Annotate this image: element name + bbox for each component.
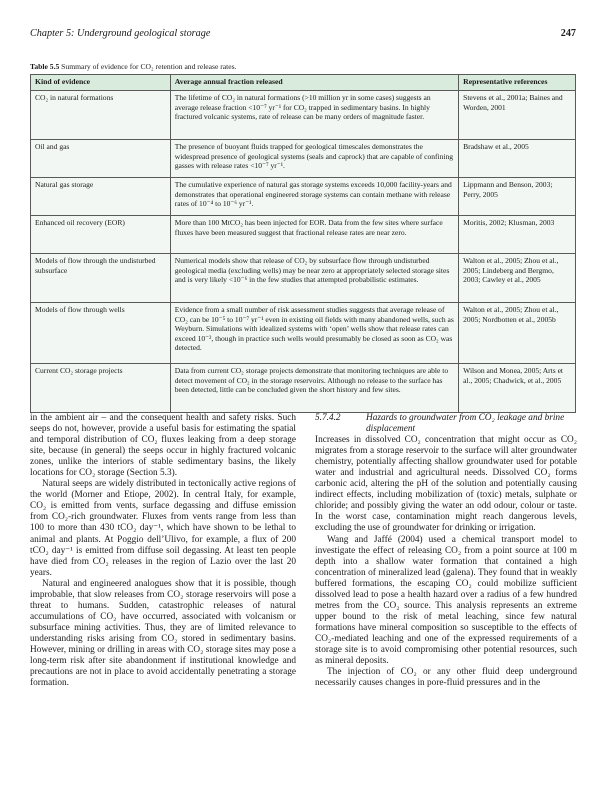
chapter-title: Chapter 5: Underground geological storage xyxy=(30,28,211,39)
table-row xyxy=(31,178,576,216)
fraction-cell: More than 100 MtCO₂ has been injected for EOR. Data from the few sites where surface fluxes have been measured suggest that fractional release rates are near zero. xyxy=(170,216,458,254)
kind-cell: CO₂ in natural formations xyxy=(31,91,171,140)
kind-cell: Natural gas storage xyxy=(31,178,171,216)
fraction-cell: Numerical models show that release of CO₂ by subsurface flow through undisturbed geological media (excluding wells) may be near zero at appropriately selected storage sites and is very likely <10⁻⁶ in the few studies that attempted probabilistic estimates. xyxy=(170,254,458,303)
fraction-cell: Data from current CO₂ storage projects demonstrate that monitoring techniques are able to detect movement of CO₂ in the storage reservoirs. Although no release to the surface has been detected, little can be concluded given the short history and few sites. xyxy=(170,364,458,413)
table-caption xyxy=(30,62,237,71)
section-heading xyxy=(315,413,577,435)
references-cell: Moritis, 2002; Klusman, 2003 xyxy=(459,216,576,254)
evidence-table xyxy=(30,74,576,413)
paragraph: Natural and engineered analogues show that it is possible, though improbable, that slow releases from CO₂ storage reservoirs will pose a threat to humans. Sudden, catastrophic releases of natural accumulations of CO₂ have occurred, associated with volcanism or subsurface mining activities. Thus, they are of limited relevance to understanding risks arising from CO₂ stored in sedimentary basins. However, mining or drilling in areas with CO₂ storage sites may pose a long-term risk after site abandonment if institutional knowledge and precautions are not in place to avoid accidentally penetrating a storage formation. xyxy=(30,578,296,689)
paragraph: Wang and Jaffé (2004) used a chemical transport model to investigate the effect of releasing CO₂ from a point source at 100 m depth into a shallow water formation that contained a high concentration of mineralized lead (galena). They found that in weakly buffered formations, the escaping CO₂ could mobilize sufficient dissolved lead to pose a health hazard over a radius of a few hundred metres from the CO₂ source. This analysis represents an extreme upper bound to the risk of metal leaching, since few natural formations have mineral composition so susceptible to the effects of CO₂-mediated leaching and one of the expressed requirements of a storage site is to avoid compromising other potential resources, such as mineral deposits. xyxy=(315,534,577,667)
references-cell: Bradshaw et al., 2005 xyxy=(459,140,576,178)
kind-cell: Models of flow through wells xyxy=(31,303,171,364)
column-header: Representative references xyxy=(459,75,576,91)
table-row xyxy=(31,91,576,140)
references-cell: Stevens et al., 2001a; Baines and Worden, 2001 xyxy=(459,91,576,140)
references-cell: Walton et al., 2005; Zhou et al., 2005; Nordbotten et al., 2005b xyxy=(459,303,576,364)
kind-cell: Current CO₂ storage projects xyxy=(31,364,171,413)
table-row xyxy=(31,254,576,303)
kind-cell: Oil and gas xyxy=(31,140,171,178)
running-head xyxy=(30,28,576,42)
table-row xyxy=(31,303,576,364)
section-title: Hazards to groundwater from CO₂ leakage and brine displacement xyxy=(366,413,565,435)
paragraph: The injection of CO₂ or any other fluid deep underground necessarily causes changes in pore-fluid pressures and in the xyxy=(315,667,577,689)
fraction-cell: The lifetime of CO₂ in natural formations (>10 million yr in some cases) suggests an average release fraction <10⁻⁷ yr⁻¹ for CO₂ trapped in sedimentary basins. In highly fractured volcanic systems, rate of release can be many orders of magnitude faster. xyxy=(170,91,458,140)
table-row xyxy=(31,216,576,254)
column-header: Average annual fraction released xyxy=(170,75,458,91)
table-row xyxy=(31,140,576,178)
paragraph: Increases in dissolved CO₂ concentration that might occur as CO₂ migrates from a storage reservoir to the surface will alter groundwater chemistry, potentially affecting shallow groundwater used for potable water and industrial and agricultural needs. Dissolved CO₂ forms carbonic acid, altering the pH of the solution and potentially causing indirect effects, including mobilization of (toxic) metals, sulphate or chloride; and possibly giving the water an odd odour, colour or taste. In the worst case, contamination might reach dangerous levels, excluding the use of groundwater for drinking or irrigation. xyxy=(315,435,577,534)
column-header: Kind of evidence xyxy=(31,75,171,91)
kind-cell: Enhanced oil recovery (EOR) xyxy=(31,216,171,254)
fraction-cell: The cumulative experience of natural gas storage systems exceeds 10,000 facility-years and demonstrates that operational engineered storage systems can contain methane with release rates of 10⁻⁴ to 10⁻⁶ yr⁻¹. xyxy=(170,178,458,216)
paragraph: in the ambient air – and the consequent health and safety risks. Such seeps do not, however, provide a useful basis for estimating the spatial and temporal distribution of CO₂ fluxes leaking from a deep storage site, because (in general) the seeps occur in highly fractured volcanic zones, unlike the interiors of stable sedimentary basins, the likely locations for CO₂ storage (Section 5.3). xyxy=(30,413,296,479)
fraction-cell: The presence of buoyant fluids trapped for geological timescales demonstrates the widespread presence of geological systems (seals and caprock) that are capable of confining gasses with release rates <10⁻⁷ yr⁻¹. xyxy=(170,140,458,178)
references-cell: Lippmann and Benson, 2003; Perry, 2005 xyxy=(459,178,576,216)
table-label: Table 5.5 xyxy=(30,62,60,71)
left-column xyxy=(30,413,296,689)
paragraph: Natural seeps are widely distributed in tectonically active regions of the world (Morner and Etiope, 2002). In central Italy, for example, CO₂ is emitted from vents, surface degassing and diffuse emission from CO₂-rich groundwater. Fluxes from vents range from less than 100 to more than 430 tCO₂ day⁻¹, which have shown to be lethal to animal and plants. At Poggio dell’Ulivo, for example, a flux of 200 tCO₂ day⁻¹ is emitted from diffuse soil degassing. At least ten people have died from CO₂ releases in the region of Lazio over the last 20 years. xyxy=(30,479,296,578)
fraction-cell: Evidence from a small number of risk assessment studies suggests that average release of CO₂ can be 10⁻⁵ to 10⁻⁷ yr⁻¹ even in existing oil fields with many abandoned wells, such as Weyburn. Simulations with idealized systems with ‘open’ wells show that release rates can exceed 10⁻², though in practice such wells would presumably be closed as soon as CO₂ was detected. xyxy=(170,303,458,364)
page-number: 247 xyxy=(560,28,576,39)
table-row xyxy=(31,364,576,413)
table-header-row xyxy=(31,75,576,91)
section-number: 5.7.4.2 xyxy=(315,413,341,423)
references-cell: Wilson and Monea, 2005; Arts et al., 2005; Chadwick, et al., 2005 xyxy=(459,364,576,413)
references-cell: Walton et al., 2005; Zhou et al., 2005; Lindeberg and Bergmo, 2003; Cawley et al., 2005 xyxy=(459,254,576,303)
kind-cell: Models of flow through the undisturbed subsurface xyxy=(31,254,171,303)
table-caption-text: Summary of evidence for CO₂ retention and release rates. xyxy=(61,62,237,71)
right-column xyxy=(315,413,577,689)
